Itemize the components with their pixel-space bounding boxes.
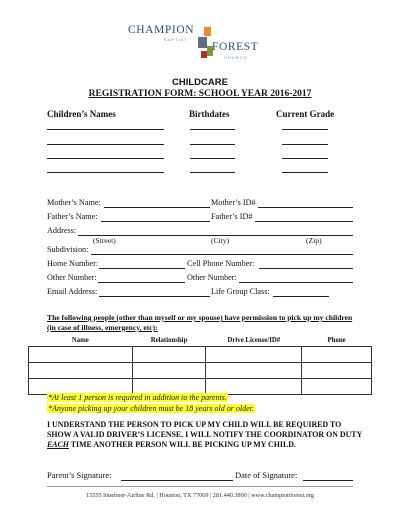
- pickup-license-cell[interactable]: [206, 347, 302, 363]
- logo-line1-small: BAPTIST: [164, 37, 188, 42]
- current-grade-header: Current Grade: [276, 109, 335, 119]
- child-birthdate-field-2[interactable]: [190, 144, 235, 145]
- other-number-field-2[interactable]: [239, 282, 353, 283]
- footer-divider: [47, 486, 353, 487]
- life-group-label: Life Group Class:: [211, 287, 270, 296]
- child-name-field-2[interactable]: [47, 144, 164, 145]
- subdivision-label: Subdivision:: [47, 245, 89, 254]
- warning-emphasis: EACH: [47, 440, 69, 449]
- other-number-label-1: Other Number:: [47, 273, 97, 282]
- child-grade-field-3[interactable]: [282, 158, 328, 159]
- warning-text-1: I UNDERSTAND THE PERSON TO PICK UP MY CHILD WILL BE REQUIRED TO SHOW A VALID DRIVER’S LICENSE. I WILL NOTIFY THE COORDINATOR ON DUTY: [47, 420, 362, 439]
- pickup-license-cell[interactable]: [206, 363, 302, 379]
- signature-date-label: Date of Signature:: [235, 470, 298, 480]
- pickup-name-cell[interactable]: [29, 363, 133, 379]
- church-logo: [128, 24, 278, 62]
- logo-line1: CHAMPION: [128, 24, 195, 36]
- child-grade-field-4[interactable]: [282, 172, 328, 173]
- note-age-requirement: *Anyone picking up your children must be 18 years old or older.: [48, 404, 254, 413]
- child-grade-field-2[interactable]: [282, 144, 328, 145]
- warning-text-2: TIME ANOTHER PERSON WILL BE PICKING UP MY CHILD.: [68, 440, 296, 449]
- email-field[interactable]: [99, 296, 210, 297]
- pickup-relationship-cell[interactable]: [132, 347, 206, 363]
- father-id-field[interactable]: [255, 221, 353, 222]
- pickup-name-cell[interactable]: [29, 347, 133, 363]
- signature-date-field[interactable]: [303, 480, 353, 481]
- pickup-header-license: Drive License/ID#: [227, 337, 281, 344]
- pickup-phone-cell[interactable]: [302, 363, 372, 379]
- mother-name-field[interactable]: [104, 207, 210, 208]
- zip-caption: (Zip): [306, 236, 322, 245]
- pickup-phone-cell[interactable]: [302, 379, 372, 395]
- child-birthdate-field-3[interactable]: [190, 158, 235, 159]
- logo-line2-small: CHURCH: [224, 55, 248, 60]
- life-group-field[interactable]: [273, 296, 329, 297]
- pickup-header-phone: Phone: [327, 337, 346, 344]
- pickup-instructions: The following people (other than myself or my spouse) have permission to pick up my children (in case of illness, emergency, etc):: [47, 313, 353, 332]
- child-birthdate-field-4[interactable]: [190, 172, 235, 173]
- logo-line2: FOREST: [212, 41, 259, 53]
- parent-signature-field[interactable]: [121, 480, 233, 481]
- subdivision-field[interactable]: [91, 254, 353, 255]
- pickup-header-relationship: Relationship: [150, 337, 188, 344]
- street-caption: (Street): [93, 236, 116, 245]
- pickup-warning: [47, 420, 367, 450]
- pickup-table: [28, 335, 372, 395]
- logo-square-orange: [204, 27, 211, 36]
- child-name-field-1[interactable]: [47, 129, 164, 130]
- father-id-label: Father’s ID#: [211, 212, 253, 221]
- logo-square-red: [201, 51, 207, 58]
- footer-address: 15555 Stuebner-Airline Rd. | Houston, TX 77069 | 281.440.3800 | www.championforest.org: [86, 492, 314, 499]
- mother-id-label: Mother’s ID#: [211, 198, 256, 207]
- mother-name-label: Mother’s Name:: [47, 198, 101, 207]
- children-names-header: Children’s Names: [47, 109, 116, 119]
- home-number-label: Home Number:: [47, 259, 99, 268]
- child-name-field-4[interactable]: [47, 172, 164, 173]
- child-name-field-3[interactable]: [47, 158, 164, 159]
- form-title: CHILDCARE: [172, 77, 228, 88]
- other-number-field-1[interactable]: [98, 282, 185, 283]
- child-grade-field-1[interactable]: [282, 129, 328, 130]
- cell-number-field[interactable]: [259, 268, 353, 269]
- pickup-row: [29, 347, 372, 363]
- father-name-field[interactable]: [101, 221, 210, 222]
- note-required-person: *At least 1 person is required in addition to the parents.: [48, 393, 227, 402]
- other-number-label-2: Other Number:: [187, 273, 237, 282]
- form-subtitle: REGISTRATION FORM: SCHOOL YEAR 2016-2017: [88, 89, 312, 99]
- cell-number-label: Cell Phone Number:: [187, 259, 255, 268]
- mother-id-field[interactable]: [258, 207, 353, 208]
- city-caption: (City): [211, 236, 230, 245]
- birthdates-header: Birthdates: [189, 109, 230, 119]
- logo-square-slate: [198, 37, 207, 48]
- pickup-relationship-cell[interactable]: [132, 363, 206, 379]
- pickup-header-name: Name: [71, 337, 89, 344]
- pickup-row: [29, 363, 372, 379]
- home-number-field[interactable]: [99, 268, 185, 269]
- father-name-label: Father’s Name:: [47, 212, 98, 221]
- email-label: Email Address:: [47, 287, 98, 296]
- pickup-phone-cell[interactable]: [302, 347, 372, 363]
- child-birthdate-field-1[interactable]: [190, 129, 235, 130]
- parent-signature-label: Parent’s Signature:: [47, 470, 112, 480]
- address-label: Address:: [47, 226, 77, 235]
